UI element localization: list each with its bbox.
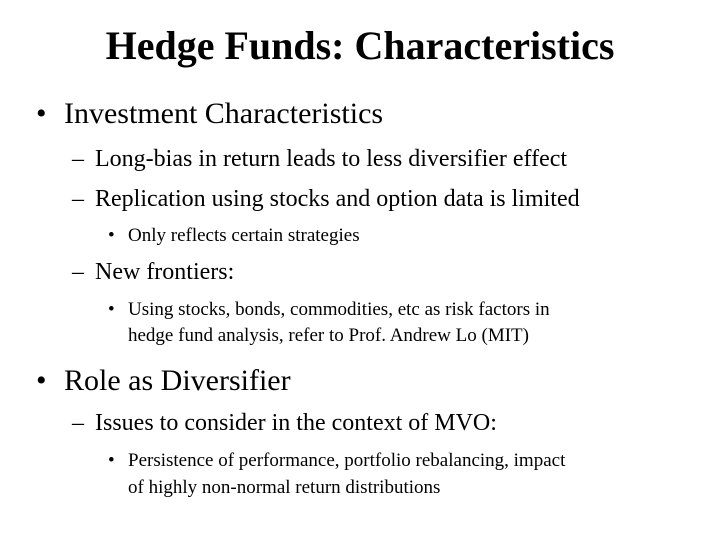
- bullet-investment-characteristics: [36, 97, 383, 131]
- detail-bullet-text-line1: Using stocks, bonds, commodities, etc as risk factors in: [128, 299, 550, 320]
- sub-bullet-text: New frontiers:: [95, 259, 235, 285]
- dash-marker: –: [72, 146, 84, 172]
- bullet-role-as-diversifier: [36, 364, 291, 398]
- detail-bullet-persistence-cont: of highly non-normal return distributions: [128, 477, 441, 498]
- bullet-text: Role as Diversifier: [64, 364, 291, 397]
- bullet-text: Investment Characteristics: [64, 97, 384, 130]
- detail-bullet-risk-factors-cont: hedge fund analysis, refer to Prof. Andrew Lo (MIT): [128, 325, 529, 346]
- detail-bullet-persistence: [108, 449, 565, 473]
- bullet-marker: •: [108, 225, 115, 246]
- sub-bullet-mvo-issues: [72, 409, 497, 437]
- detail-bullet-text: Only reflects certain strategies: [128, 225, 360, 246]
- bullet-marker: •: [36, 364, 47, 397]
- dash-marker: –: [72, 410, 84, 436]
- bullet-marker: •: [108, 450, 115, 471]
- sub-bullet-text: Replication using stocks and option data is limited: [95, 186, 580, 212]
- bullet-marker: •: [36, 97, 47, 130]
- sub-bullet-text: Issues to consider in the context of MVO:: [95, 410, 497, 436]
- sub-bullet-text: Long-bias in return leads to less diversifier effect: [95, 146, 568, 172]
- dash-marker: –: [72, 259, 84, 285]
- sub-bullet-replication: [72, 185, 580, 213]
- sub-bullet-long-bias: [72, 145, 567, 173]
- bullet-marker: •: [108, 299, 115, 320]
- slide-title: Hedge Funds: Characteristics: [105, 23, 615, 68]
- sub-bullet-new-frontiers: [72, 258, 234, 286]
- dash-marker: –: [72, 186, 84, 212]
- detail-bullet-text-line1: Persistence of performance, portfolio rebalancing, impact: [128, 450, 566, 471]
- detail-bullet-risk-factors: [108, 298, 550, 322]
- detail-bullet-strategies: [108, 224, 360, 248]
